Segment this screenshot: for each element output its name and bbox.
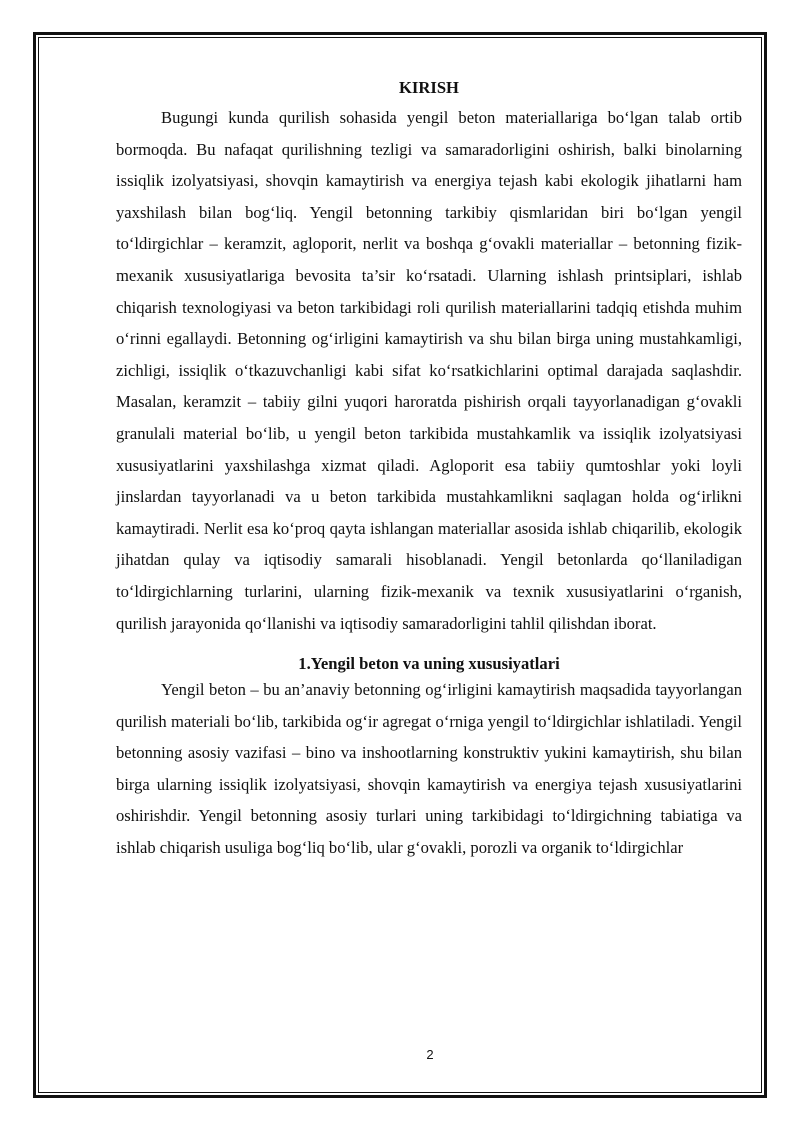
section-1-paragraph: Yengil beton – bu an’anaviy betonning og‘irligini kamaytirish maqsadida tayyorlangan qurilish materiali bo‘lib, tarkibida og‘ir agregat o‘rniga yengil to‘ldirgichlar ishlatiladi. Yengil betonning asosiy vazifasi – bino va inshootlarning konstruktiv yukini kamaytirish, shu bilan birga ularning issiqlik izolyatsiyasi, shovqin kamaytirish va energiya tejash xususiyatlarini oshirishdir. Yengil betonning asosiy turlari uning tarkibidagi to‘ldirgichning tabiatiga va ishlab chiqarish usuliga bog‘liq bo‘lib, ular g‘ovakli, porozli va organik to‘ldirgichlar xyxy=(116,680,742,858)
intro-paragraph: Bugungi kunda qurilish sohasida yengil beton materiallariga bo‘lgan talab ortib bormoqda. Bu nafaqat qurilishning tezligi va samaradorligini oshirish, balki binolarning issiqlik izolyatsiyasi, shovqin kamaytirish va energiya tejash kabi ekologik jihatlarni ham yaxshilash bilan bog‘liq. Yengil betonning tarkibiy qismlaridan biri bo‘lgan yengil to‘ldirgichlar – keramzit, agloporit, nerlit va boshqa g‘ovakli materiallar – betonning fizik-mexanik xususiyatlariga bevosita ta’sir ko‘rsatadi. Ularning ishlash printsiplari, ishlab chiqarish texnologiyasi va beton tarkibidagi roli qurilish materiallarini tadqiq etishda muhim o‘rinni egallaydi. Betonning og‘irligini kamaytirish va shu bilan birga uning mustahkamligi, zichligi, issiqlik o‘tkazuvchanligi kabi sifat ko‘rsatkichlarini optimal darajada saqlashdir. Masalan, keramzit – tabiiy gilni yuqori haroratda pishirish orqali tayyorlanadigan g‘ovakli granulali material bo‘lib, u yengil beton tarkibida mustahkamlik va issiqlik izolyatsiyasi xususiyatlarini yaxshilashga xizmat qiladi. Agloporit esa tabiiy qumtoshlar yoki loyli jinslardan tayyorlanadi va u beton tarkibida mustahkamlikni saqlagan holda og‘irlikni kamaytiradi. Nerlit esa ko‘proq qayta ishlangan materiallar asosida ishlab chiqarilib, ekologik jihatdan qulay va iqtisodiy samarali hisoblanadi. Yengil betonlarda qo‘llaniladigan to‘ldirgichlarning turlarini, ularning fizik-mexanik va texnik xususiyatlarini o‘rganish, qurilish jarayonida qo‘llanishi va iqtisodiy samaradorligini tahlil qilishdan iborat. xyxy=(116,108,742,633)
section-1-heading: 1.Yengil beton va uning xususiyatlari xyxy=(298,654,560,674)
page-number: 2 xyxy=(426,1047,434,1062)
intro-heading: KIRISH xyxy=(399,78,459,97)
document-body xyxy=(116,74,742,864)
